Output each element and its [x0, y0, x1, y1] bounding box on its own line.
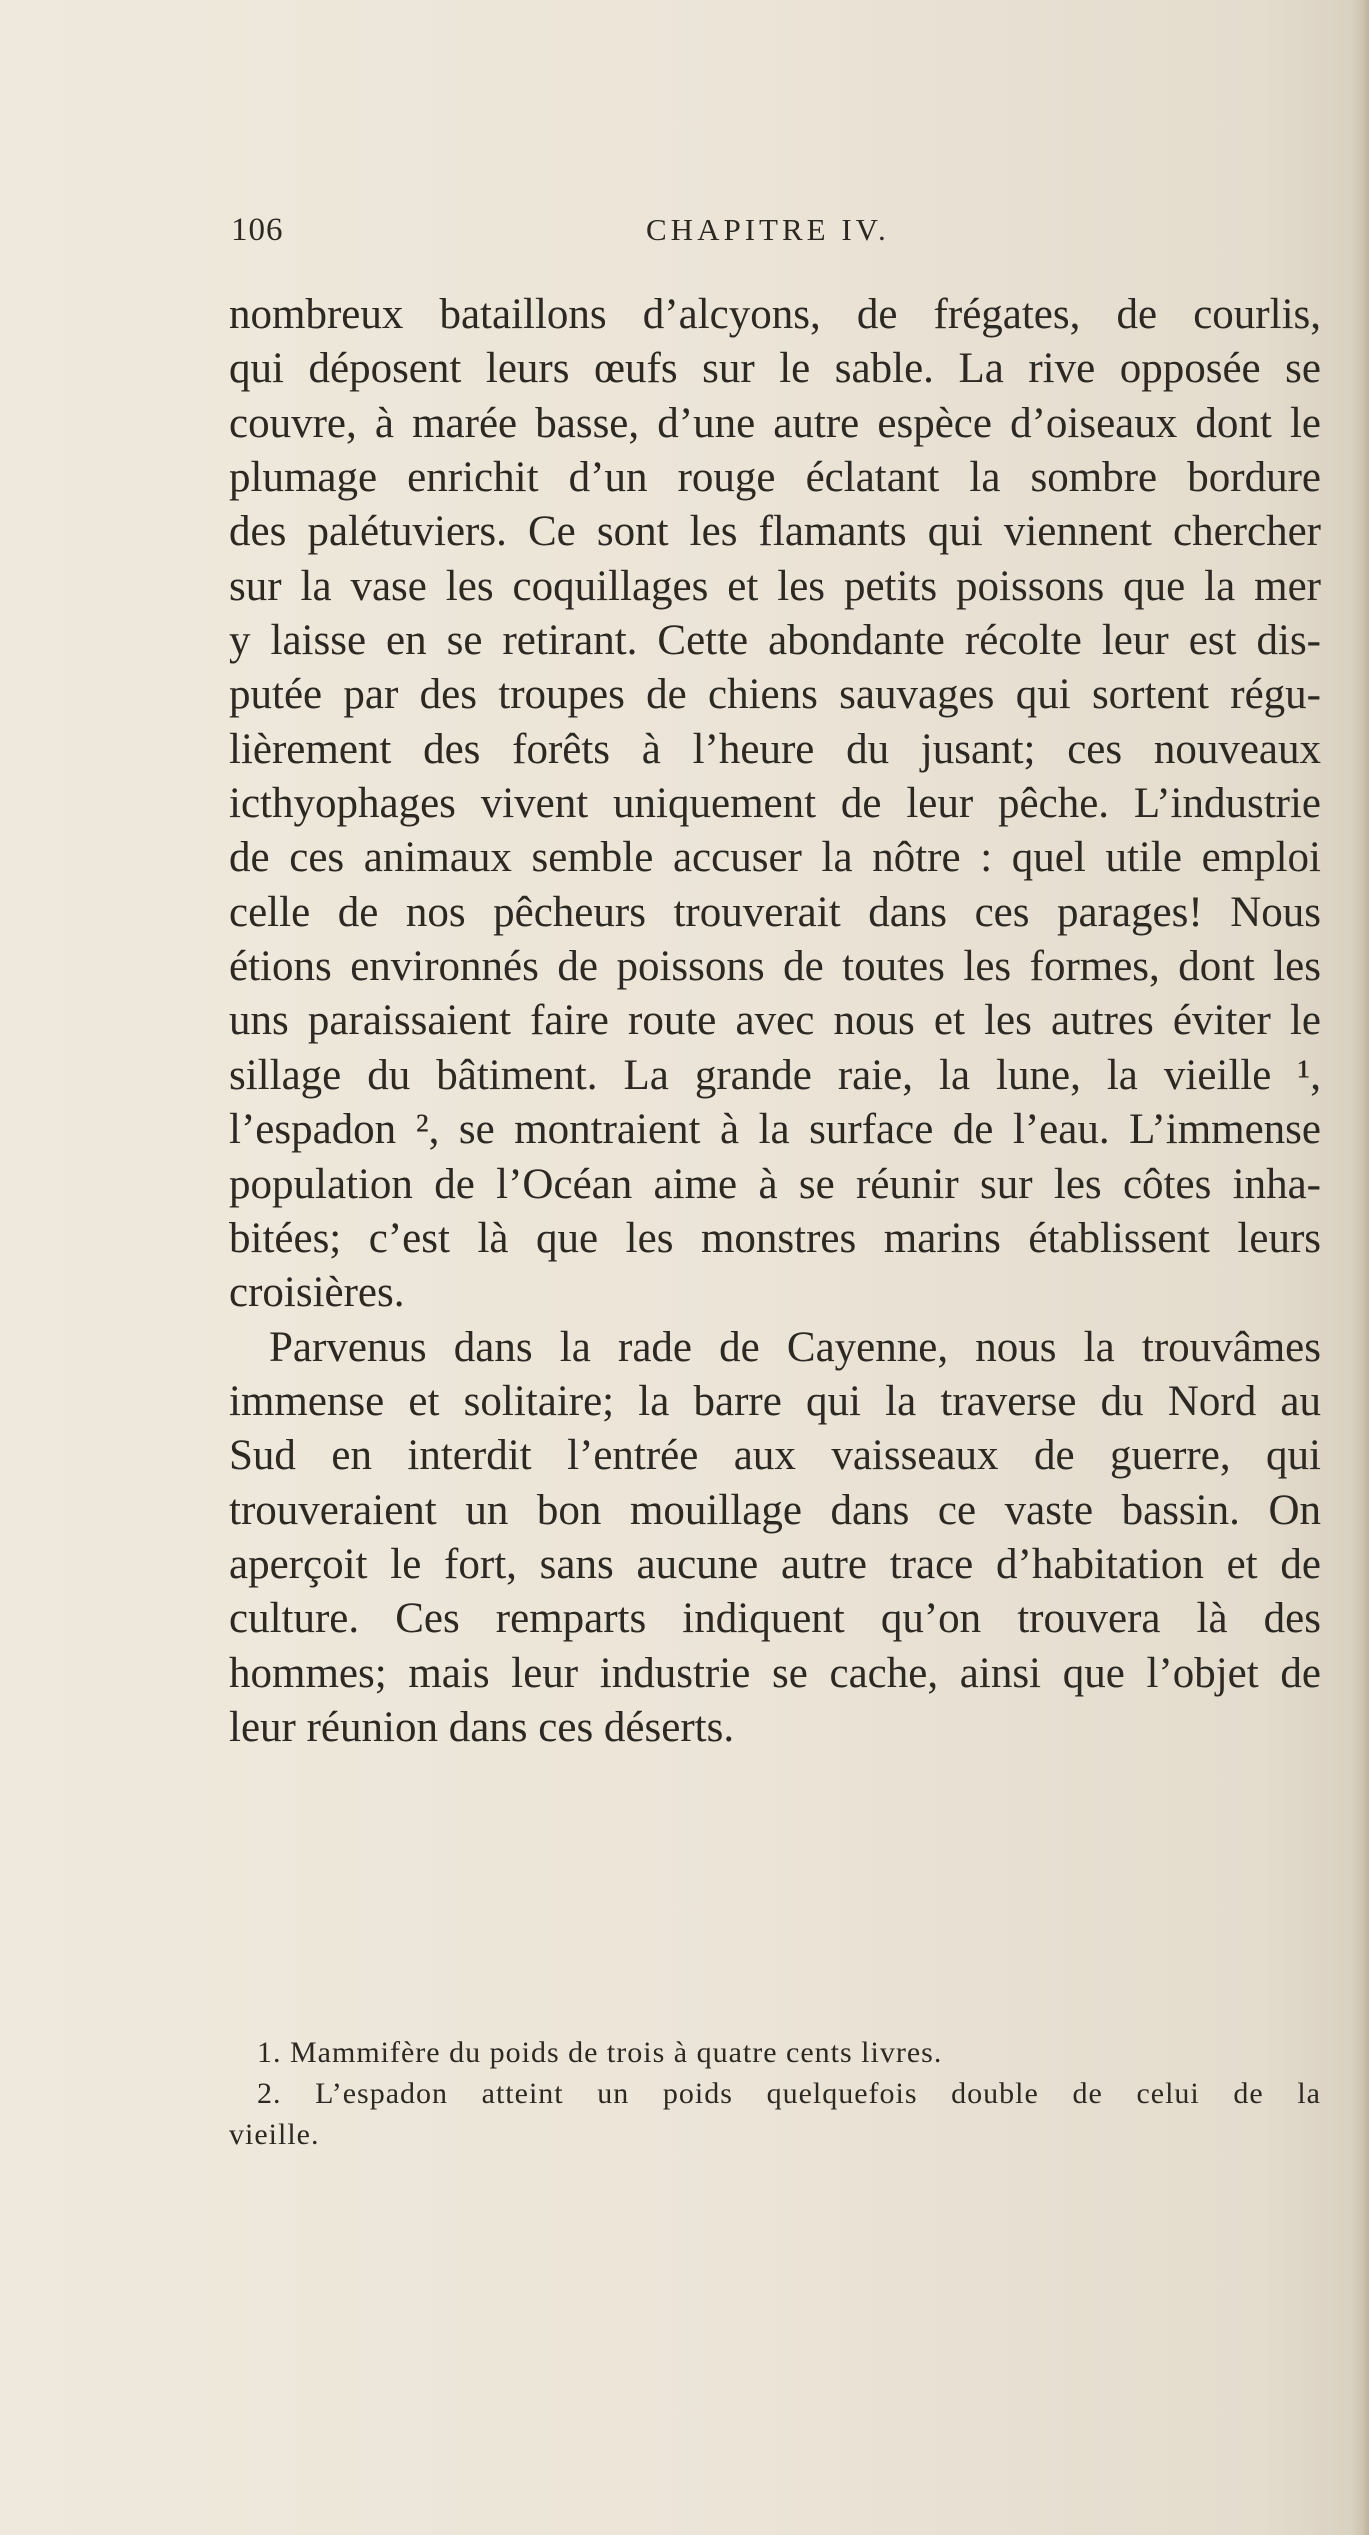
- footnote-line: 2. L’espadon atteint un poids quelquefois double de celui de la: [257, 2077, 1321, 2110]
- body-line: y laisse en se retirant. Cette abondante récolte leur est dis-: [229, 617, 1321, 665]
- running-head: CHAPITRE IV.: [646, 212, 890, 247]
- body-line: bitées; c’est là que les monstres marins établissent leurs: [229, 1214, 1321, 1262]
- body-line: sur la vase les coquillages et les petits poissons que la mer: [229, 562, 1321, 610]
- body-line: couvre, à marée basse, d’une autre espèce d’oiseaux dont le: [229, 399, 1321, 447]
- body-line: Sud en interdit l’entrée aux vaisseaux de guerre, qui: [229, 1432, 1321, 1480]
- body-line: trouveraient un bon mouillage dans ce vaste bassin. On: [229, 1486, 1321, 1534]
- footnote-line: 1. Mammifère du poids de trois à quatre cents livres.: [257, 2036, 943, 2069]
- body-line: qui déposent leurs œufs sur le sable. La rive opposée se: [229, 345, 1321, 393]
- body-line: leur réunion dans ces déserts.: [229, 1703, 735, 1751]
- page-number: 106: [231, 212, 284, 248]
- body-line: culture. Ces remparts indiquent qu’on trouvera là des: [229, 1595, 1321, 1643]
- body-line: Parvenus dans la rade de Cayenne, nous la trouvâmes: [269, 1323, 1321, 1371]
- body-line: putée par des troupes de chiens sauvages qui sortent régu-: [229, 671, 1321, 719]
- footnotes: [229, 2032, 1321, 2155]
- page-header: [231, 212, 1316, 262]
- footnote-line: vieille.: [229, 2118, 320, 2151]
- body-line: sillage du bâtiment. La grande raie, la lune, la vieille ¹,: [229, 1051, 1321, 1099]
- body-line: plumage enrichit d’un rouge éclatant la sombre bordure: [229, 454, 1321, 502]
- body-line: lièrement des forêts à l’heure du jusant; ces nouveaux: [229, 725, 1321, 773]
- body-line: population de l’Océan aime à se réunir sur les côtes inha-: [229, 1160, 1321, 1208]
- body-line: des palétuviers. Ce sont les flamants qui viennent chercher: [229, 508, 1321, 556]
- body-line: immense et solitaire; la barre qui la traverse du Nord au: [229, 1377, 1321, 1425]
- body-line: croisières.: [229, 1269, 405, 1317]
- body-line: étions environnés de poissons de toutes les formes, dont les: [229, 943, 1321, 991]
- body-line: hommes; mais leur industrie se cache, ainsi que l’objet de: [229, 1649, 1321, 1697]
- body-line: nombreux bataillons d’alcyons, de frégates, de courlis,: [229, 291, 1321, 338]
- body-line: aperçoit le fort, sans aucune autre trace d’habitation et de: [229, 1540, 1321, 1588]
- body-line: uns paraissaient faire route avec nous et les autres éviter le: [229, 997, 1321, 1045]
- body-line: celle de nos pêcheurs trouverait dans ces parages! Nous: [229, 888, 1321, 936]
- body-line: de ces animaux semble accuser la nôtre : quel utile emploi: [229, 834, 1321, 882]
- body-text: [229, 288, 1321, 1755]
- page-edge-shadow: [1351, 0, 1369, 2535]
- body-line: l’espadon ², se montraient à la surface de l’eau. L’immense: [229, 1106, 1321, 1154]
- body-line: icthyophages vivent uniquement de leur pêche. L’industrie: [229, 780, 1321, 828]
